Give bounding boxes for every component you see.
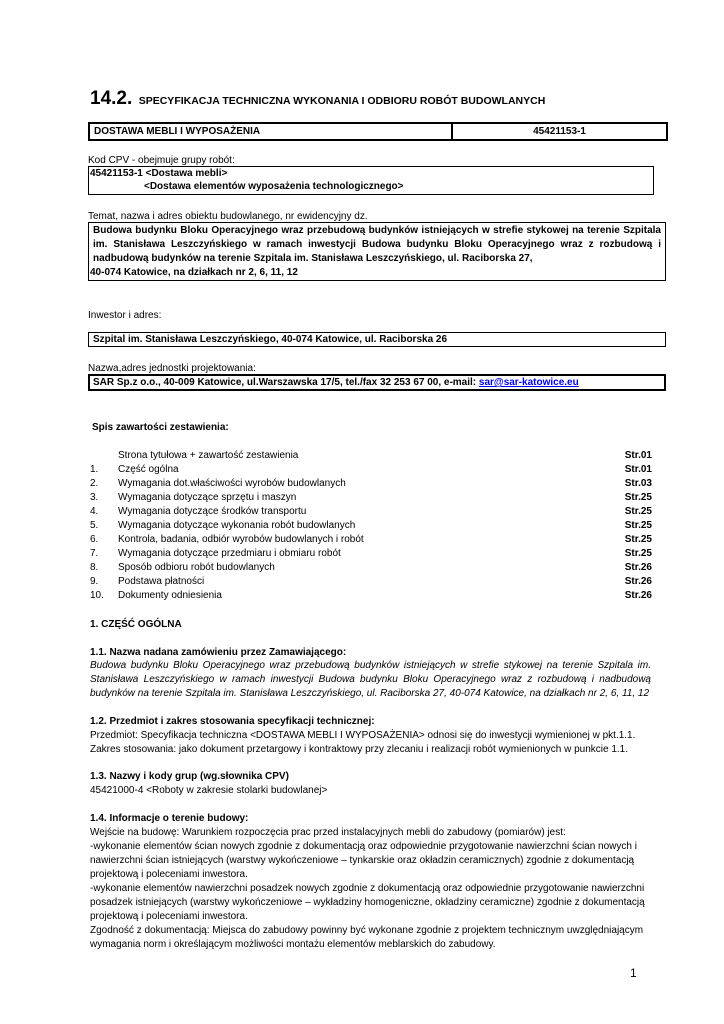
toc-num: 1.	[90, 464, 99, 475]
toc-num: 4.	[90, 506, 99, 517]
cpv-line-2: <Dostawa elementów wyposażenia technologicznego>	[144, 181, 404, 192]
toc-num: 9.	[90, 576, 99, 587]
section-1-4-line-7: projektową i poleceniami inwestora.	[90, 911, 248, 922]
section-1-3-line-1: 45421000-4 <Roboty w zakresie stolarki budowlanej>	[90, 785, 328, 796]
section-1-1-title: 1.1. Nazwa nadana zamówieniu przez Zamawiającego:	[90, 647, 347, 658]
toc-label: Strona tytułowa + zawartość zestawienia	[118, 450, 299, 461]
toc-num: 5.	[90, 520, 99, 531]
toc-page: Str.26	[624, 590, 652, 601]
investor-value: Szpital im. Stanisława Leszczyńskiego, 40-074 Katowice, ul. Raciborska 26	[93, 334, 448, 345]
section-1-3-title: 1.3. Nazwy i kody grup (wg.słownika CPV)	[90, 771, 289, 782]
toc-label: Dokumenty odniesienia	[118, 590, 222, 601]
toc-row[interactable]	[90, 505, 652, 519]
toc-num: 10.	[90, 590, 104, 601]
object-line-3: nadbudową budynków na terenie Szpitala im. Stanisława Leszczyńskiego, ul. Raciborska 27,	[93, 253, 533, 264]
object-line-4: 40-074 Katowice, na działkach nr 2, 6, 11, 12	[90, 267, 298, 278]
scope-box	[88, 122, 668, 141]
section-1-4-title: 1.4. Informacje o terenie budowy:	[90, 813, 249, 824]
toc-page: Str.25	[624, 506, 652, 517]
investor-label: Inwestor i adres:	[88, 310, 162, 321]
section-1-4-line-4: projektową i poleceniami inwestora.	[90, 869, 248, 880]
toc-row[interactable]	[90, 533, 652, 547]
designer-value	[93, 376, 579, 389]
scope-code: 45421153-1	[533, 126, 586, 137]
scope-name: DOSTAWA MEBLI I WYPOSAŻENIA	[94, 126, 261, 137]
section-1-title: 1. CZĘŚĆ OGÓLNA	[90, 619, 182, 630]
toc-row[interactable]	[90, 491, 652, 505]
toc-row[interactable]	[90, 477, 652, 491]
toc-num: 2.	[90, 478, 99, 489]
section-1-1-line-2: Stanisława Leszczyńskiego w ramach inwestycji Budowa budynku Bloku Operacyjnego wraz z rozbudową i nadbudową	[90, 674, 651, 685]
designer-email-link[interactable]: sar@sar-katowice.eu	[478, 377, 579, 388]
designer-text: SAR Sp.z o.o., 40-009 Katowice, ul.Warszawska 17/5, tel./fax 32 253 67 00, e-mail:	[93, 377, 479, 388]
designer-label: Nazwa,adres jednostki projektowania:	[88, 363, 256, 374]
section-1-4-line-3: nawierzchni ścian istniejących (warstwy wykończeniowe – tynkarskie oraz okładzin ceramicznych) zgodnie z dokumentacją	[90, 855, 635, 866]
header-number: 14.2.	[90, 88, 133, 109]
object-line-1: Budowa budynku Bloku Operacyjnego wraz przebudową budynków istniejących w strefie stykowej na terenie Szpitala	[93, 225, 661, 236]
section-1-2-title: 1.2. Przedmiot i zakres stosowania specyfikacji technicznej:	[90, 716, 375, 727]
cpv-label: Kod CPV - obejmuje grupy robót:	[88, 155, 235, 166]
section-1-4-line-5: -wykonanie elementów nawierzchni posadzek nowych zgodnie z dokumentacją oraz odpowiednie przygotowanie nawierzchni	[90, 883, 645, 894]
toc-row[interactable]	[90, 463, 652, 477]
section-1-4-line-9: wymagania norm i określającym możliwości montażu elementów meblarskich do zabudowy.	[90, 939, 496, 950]
toc-row[interactable]	[90, 575, 652, 589]
toc-row[interactable]	[90, 547, 652, 561]
toc-label: Wymagania dotyczące środków transportu	[118, 506, 307, 517]
toc-label: Wymagania dot.właściwości wyrobów budowlanych	[118, 478, 346, 489]
object-box	[88, 222, 666, 281]
header-title: SPECYFIKACJA TECHNICZNA WYKONANIA I ODBIORU ROBÓT BUDOWLANYCH	[138, 95, 546, 107]
toc-num: 6.	[90, 534, 99, 545]
section-1-4-line-1: Wejście na budowę: Warunkiem rozpoczęcia prac przed instalacyjnych mebli do zabudowy (pomiarów) jest:	[90, 827, 566, 838]
toc-label: Wymagania dotyczące sprzętu i maszyn	[118, 492, 297, 503]
toc-num: 7.	[90, 548, 99, 559]
designer-box	[88, 374, 666, 391]
section-1-2-line-1: Przedmiot: Specyfikacja techniczna <DOSTAWA MEBLI I WYPOSAŻENIA> odnosi się do inwestycji wymienionej w pkt.1.1.	[90, 730, 636, 741]
section-1-4-line-6: posadzek istniejących (warstwy wykończeniowe – wykładziny homogeniczne, okładziny ceramiczne) zgodnie z dokumentacją	[90, 897, 645, 908]
document-header	[90, 88, 650, 110]
toc-num: 8.	[90, 562, 99, 573]
toc-row[interactable]	[90, 561, 652, 575]
toc-title: Spis zawartości zestawienia:	[92, 422, 229, 433]
toc-page: Str.26	[624, 562, 652, 573]
object-line-2: im. Stanisława Leszczyńskiego w ramach inwestycji Budowa budynku Bloku Operacyjnego wraz z rozbudową i	[93, 239, 661, 250]
toc-num: 3.	[90, 492, 99, 503]
investor-box	[88, 332, 666, 347]
toc-row[interactable]	[90, 449, 652, 463]
toc-page: Str.25	[624, 548, 652, 559]
toc-label: Wymagania dotyczące przedmiaru i obmiaru robót	[118, 548, 341, 559]
object-label: Temat, nazwa i adres obiektu budowlanego, nr ewidencyjny dz.	[88, 211, 368, 222]
toc-page: Str.26	[624, 576, 652, 587]
cpv-line-1: 45421153-1 <Dostawa mebli>	[90, 168, 228, 179]
section-1-1-line-3: budynków na terenie Szpitala im. Stanisława Leszczyńskiego, ul. Raciborska 27, 40-074 Katowice, na działkach nr 2, 6, 11, 12	[90, 688, 650, 699]
cpv-box	[88, 166, 654, 195]
section-1-2-line-2: Zakres stosowania: jako dokument przetargowy i kontraktowy przy zlecaniu i realizacji robót wymienionych w punkcie 1.1.	[90, 744, 629, 755]
toc-label: Podstawa płatności	[118, 576, 205, 587]
toc-page: Str.01	[624, 464, 652, 475]
toc-label: Część ogólna	[118, 464, 179, 475]
section-1-1-line-1: Budowa budynku Bloku Operacyjnego wraz przebudową budynków istniejących w strefie stykowej na terenie Szpitala im.	[90, 660, 651, 671]
section-1-4-line-2: -wykonanie elementów ścian nowych zgodnie z dokumentacją oraz odpowiednie przygotowanie nawierzchni ścian nowych i	[90, 841, 637, 852]
toc-label: Wymagania dotyczące wykonania robót budowlanych	[118, 520, 356, 531]
section-1-4-line-8: Zgodność z dokumentacją: Miejsca do zabudowy powinny być wykonane zgodnie z projektem technicznym uwzględniającym	[90, 925, 644, 936]
toc-label: Sposób odbioru robót budowlanych	[118, 562, 275, 573]
toc-page: Str.01	[624, 450, 652, 461]
toc-row[interactable]	[90, 519, 652, 533]
toc-page: Str.25	[624, 492, 652, 503]
toc-label: Kontrola, badania, odbiór wyrobów budowlanych i robót	[118, 534, 364, 545]
page-number: 1	[630, 966, 637, 980]
toc-page: Str.25	[624, 534, 652, 545]
toc-page: Str.03	[624, 478, 652, 489]
toc-row[interactable]	[90, 589, 652, 603]
toc-page: Str.25	[624, 520, 652, 531]
